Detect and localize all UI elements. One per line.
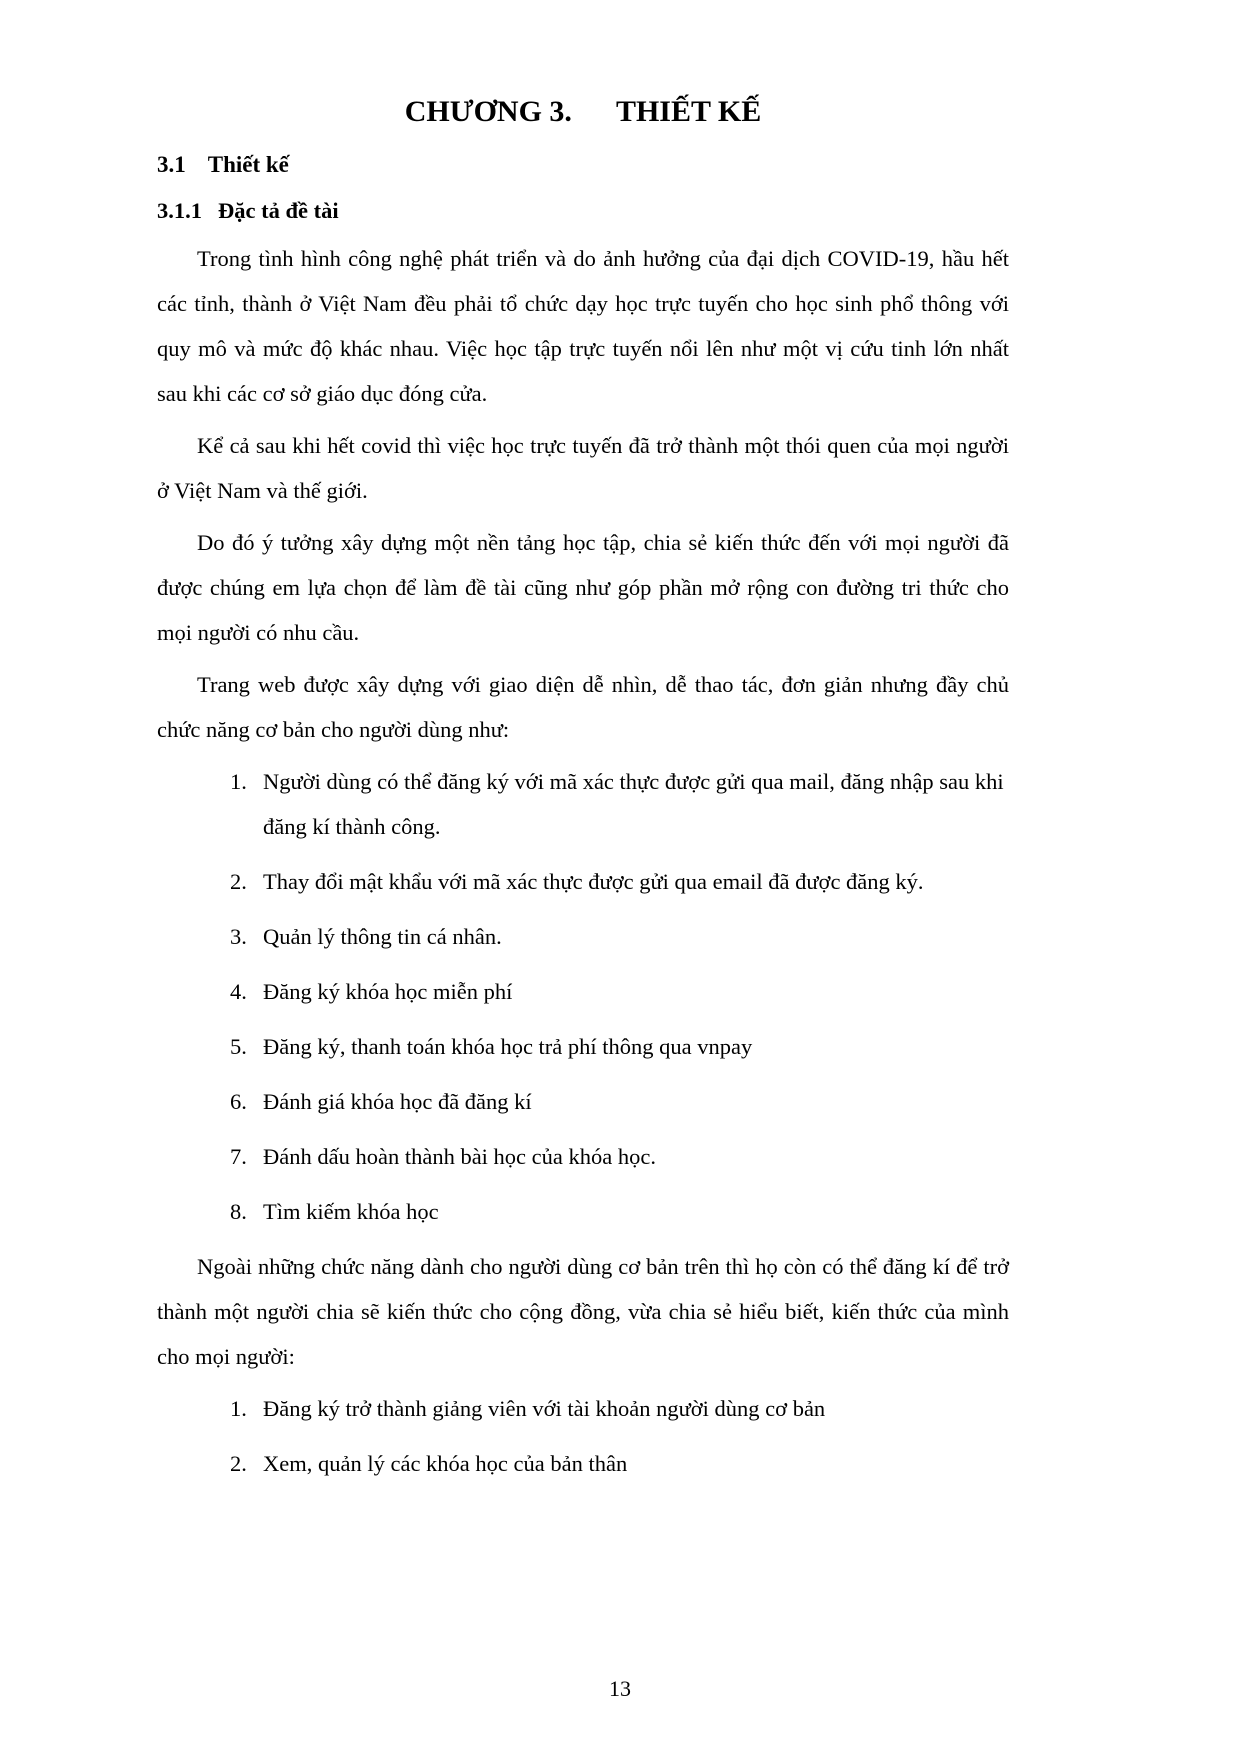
list-item-number: 4.: [230, 979, 247, 1004]
list-item-number: 1.: [230, 769, 247, 794]
list-item-number: 8.: [230, 1199, 247, 1224]
list-item: [230, 1189, 1009, 1234]
subsection-heading-3-1-1: [157, 194, 1009, 228]
list-item-text: Đánh dấu hoàn thành bài học của khóa học.: [263, 1144, 656, 1169]
list-item: [230, 759, 1009, 849]
paragraph-post-covid: Kể cả sau khi hết covid thì việc học trực tuyến đã trở thành một thói quen của mọi người ở Việt Nam và thế giới.: [157, 433, 1009, 503]
subsection-number: 3.1.1: [157, 198, 202, 223]
section-number: 3.1: [157, 152, 186, 177]
list-item: [230, 1441, 1009, 1486]
chapter-label: CHƯƠNG 3.: [404, 95, 572, 128]
paragraph-instructor-intro: Ngoài những chức năng dành cho người dùng cơ bản trên thì họ còn có thể đăng kí để trở thành một người chia sẽ kiến thức cho cộng đồng, vừa chia sẻ hiểu biết, kiến thức của mình cho mọi người:: [157, 1254, 1009, 1369]
list-item-text: Tìm kiếm khóa học: [263, 1199, 439, 1224]
list-item: [230, 914, 1009, 959]
section-title: Thiết kế: [207, 152, 289, 177]
list-instructor-functions: [157, 1386, 1009, 1486]
list-item-number: 5.: [230, 1034, 247, 1059]
page-number: 13: [609, 1676, 631, 1701]
list-item: [230, 969, 1009, 1014]
chapter-name: THIẾT KẾ: [615, 95, 762, 128]
list-item: [230, 1024, 1009, 1069]
list-item-text: Đánh giá khóa học đã đăng kí: [263, 1089, 532, 1114]
list-item: [230, 859, 1009, 904]
paragraph-covid-context: Trong tình hình công nghệ phát triển và do ảnh hưởng của đại dịch COVID-19, hầu hết các tỉnh, thành ở Việt Nam đều phải tổ chức dạy học trực tuyến cho học sinh phổ thông với quy mô và mức độ khác nhau. Việc học tập trực tuyến nổi lên như một vị cứu tinh lớn nhất sau khi các cơ sở giáo dục đóng cửa.: [157, 246, 1009, 406]
list-item-text: Thay đổi mật khẩu với mã xác thực được gửi qua email đã được đăng ký.: [263, 869, 924, 894]
list-item-number: 7.: [230, 1144, 247, 1169]
list-item-number: 2.: [230, 1451, 247, 1476]
list-item-text: Đăng ký khóa học miễn phí: [263, 979, 513, 1004]
list-item-text: Quản lý thông tin cá nhân.: [263, 924, 502, 949]
list-item-number: 1.: [230, 1396, 247, 1421]
chapter-title: [157, 92, 1009, 132]
page-content: [157, 92, 1009, 1496]
paragraph-web-intro: Trang web được xây dựng với giao diện dễ nhìn, dễ thao tác, đơn giản nhưng đầy chủ chức năng cơ bản cho người dùng như:: [157, 672, 1009, 742]
list-item: [230, 1386, 1009, 1431]
section-heading-3-1: [157, 148, 1009, 182]
list-item: [230, 1134, 1009, 1179]
list-item: [230, 1079, 1009, 1124]
list-item-text: Đăng ký, thanh toán khóa học trả phí thông qua vnpay: [263, 1034, 753, 1059]
list-item-number: 3.: [230, 924, 247, 949]
list-item-text: Xem, quản lý các khóa học của bản thân: [263, 1451, 628, 1476]
list-item-text: Đăng ký trở thành giảng viên với tài khoản người dùng cơ bản: [263, 1396, 826, 1421]
subsection-title: Đặc tả đề tài: [218, 198, 339, 223]
list-item-text: Người dùng có thể đăng ký với mã xác thực được gửi qua mail, đăng nhập sau khi đăng kí thành công.: [263, 769, 1004, 839]
list-user-functions: [157, 759, 1009, 1234]
list-item-number: 6.: [230, 1089, 247, 1114]
list-item-number: 2.: [230, 869, 247, 894]
paragraph-project-idea: Do đó ý tưởng xây dựng một nền tảng học tập, chia sẻ kiến thức đến với mọi người đã được chúng em lựa chọn để làm đề tài cũng như góp phần mở rộng con đường tri thức cho mọi người có nhu cầu.: [157, 530, 1009, 645]
